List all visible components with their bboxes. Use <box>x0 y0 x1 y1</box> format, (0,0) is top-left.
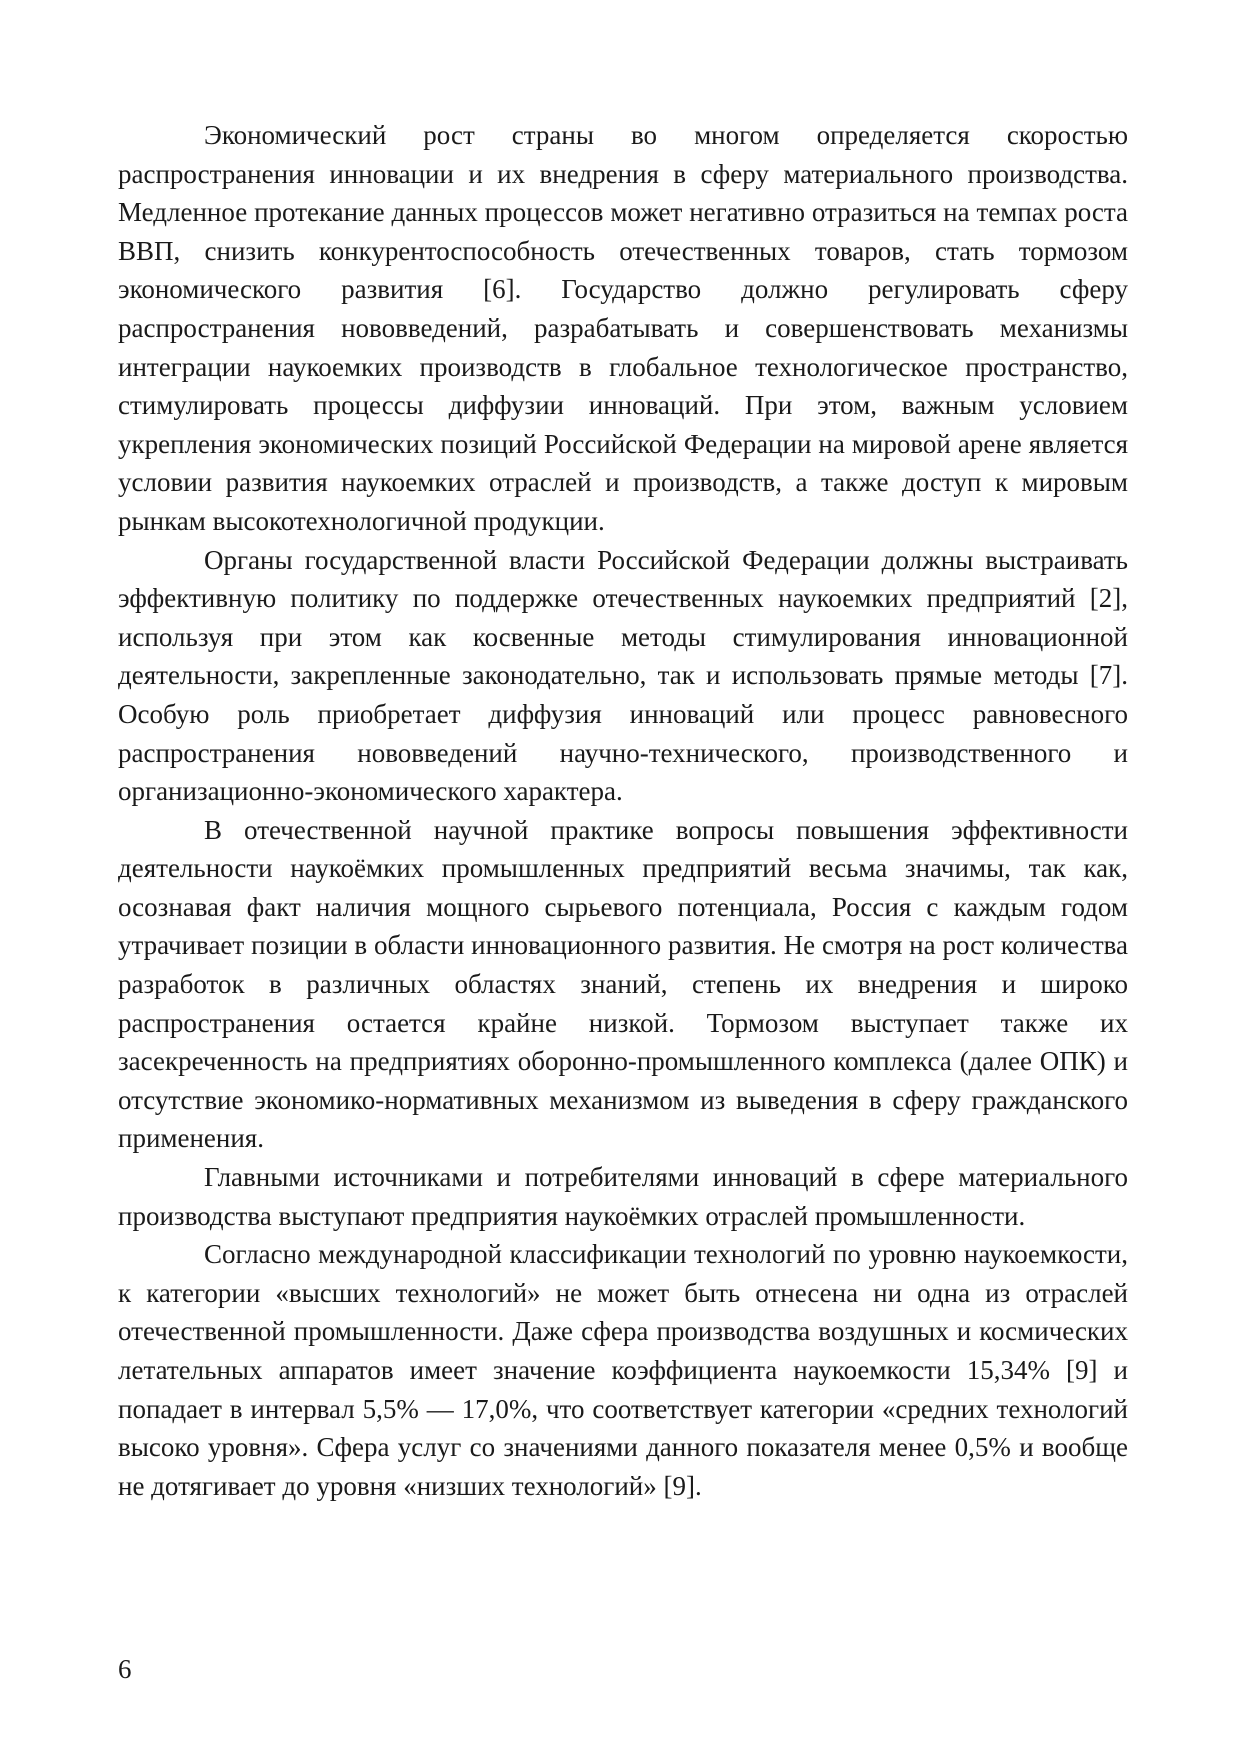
paragraph-4: Главными источниками и потребителями инноваций в сфере материального производства выступают предприятия наукоёмких отраслей промышленности. <box>118 1162 1128 1231</box>
paragraph-1: Экономический рост страны во многом определяется скоростью распространения инновации и их внедрения в сферу материального производства. Медленное протекание данных процессов может негативно отразиться на темпах роста ВВП, снизить конкурентоспособность отечественных товаров, стать тормозом экономического развития [6]. Государство должно регулировать сферу распространения нововведений, разрабатывать и совершенствовать механизмы интеграции наукоемких производств в глобальное технологическое пространство, стимулировать процессы диффузии инноваций. При этом, важным условием укрепления экономических позиций Российской Федерации на мировой арене является условии развития наукоемких отраслей и производств, а также доступ к мировым рынкам высокотехнологичной продукции. <box>118 120 1128 536</box>
paragraph-5: Согласно международной классификации технологий по уровню наукоемкости, к категории «высших технологий» не может быть отнесена ни одна из отраслей отечественной промышленности. Даже сфера производства воздушных и космических летательных аппаратов имеет значение коэффициента наукоемкости 15,34% [9] и попадает в интервал 5,5% — 17,0%, что соответствует категории «средних технологий высоко уровня». Сфера услуг со значениями данного показателя менее 0,5% и вообще не дотягивает до уровня «низших технологий» [9]. <box>118 1239 1128 1501</box>
page-number: 6 <box>118 1654 132 1684</box>
paragraph-3: В отечественной научной практике вопросы повышения эффективности деятельности наукоёмких промышленных предприятий весьма значимы, так как, осознавая факт наличия мощного сырьевого потенциала, Россия с каждым годом утрачивает позиции в области инновационного развития. Не смотря на рост количества разработок в различных областях знаний, степень их внедрения и широко распространения остается крайне низкой. Тормозом выступает также их засекреченность на предприятиях оборонно-промышленного комплекса (далее ОПК) и отсутствие экономико-нормативных механизмом из выведения в сферу гражданского применения. <box>118 814 1128 1154</box>
body-text <box>118 116 1128 1505</box>
paragraph-2: Органы государственной власти Российской Федерации должны выстраивать эффективную политику по поддержке отечественных наукоемких предприятий [2], используя при этом как косвенные методы стимулирования инновационной деятельности, закрепленные законодательно, так и использовать прямые методы [7]. Особую роль приобретает диффузия инноваций или процесс равновесного распространения нововведений научно-технического, производственного и организационно-экономического характера. <box>118 544 1128 807</box>
